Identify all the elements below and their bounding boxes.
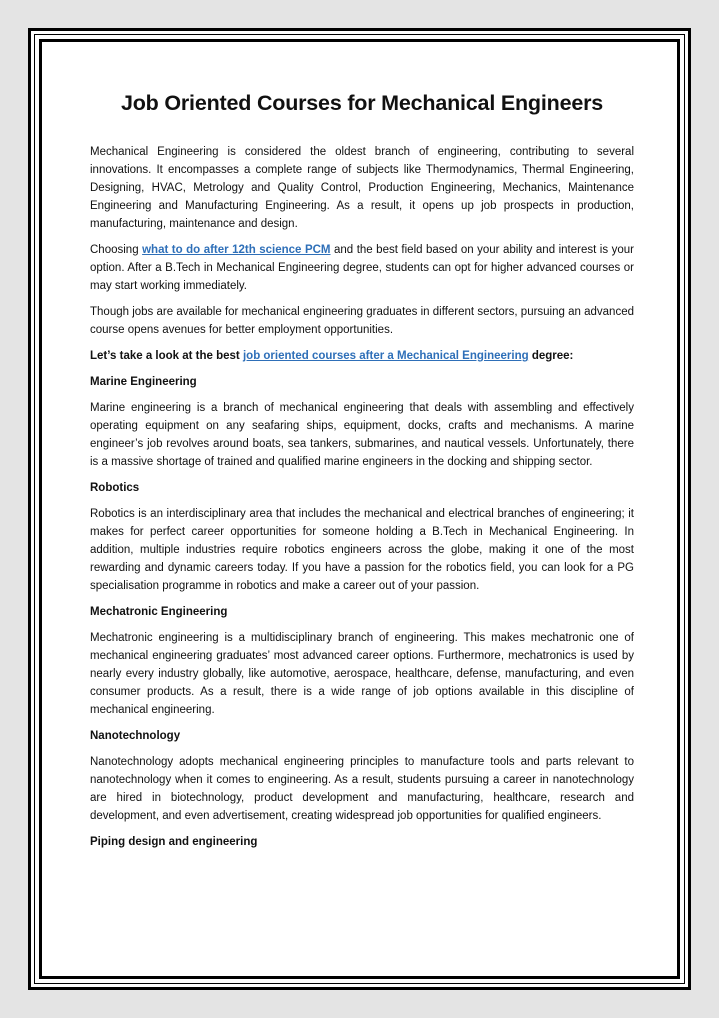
pcm-link[interactable]: what to do after 12th science PCM [142, 244, 331, 256]
choosing-prefix: Choosing [90, 244, 143, 256]
choosing-paragraph [90, 241, 634, 295]
section-heading-marine: Marine Engineering [90, 376, 197, 388]
section-body-nanotechnology: Nanotechnology adopts mechanical engineering principles to manufacture tools and parts relevant to nanotechnology when it comes to engineering. As a result, students pursuing a career in nanotechnology are hired in biotechnology, product development and manufacturing, healthcare, research and development, and even advertisement, creating widespread job opportunities for qualified engineers. [90, 756, 634, 822]
jobs-paragraph: Though jobs are available for mechanical engineering graduates in different sectors, pursuing an advanced course opens avenues for better employment opportunities. [90, 306, 634, 336]
section-body-robotics: Robotics is an interdisciplinary area that includes the mechanical and electrical branches of engineering; it makes for perfect career opportunities for someone holding a B.Tech in Mechanical Engineering. In addition, multiple industries require robotics engineers across the globe, making it one of the most rewarding and dynamic careers today. If you have a passion for the robotics field, you can look for a PG specialisation programme in robotics and make a career out of your passion. [90, 508, 634, 592]
intro-paragraph: Mechanical Engineering is considered the oldest branch of engineering, contributing to several innovations. It encompasses a complete range of subjects like Thermodynamics, Thermal Engineering, Designing, HVAC, Metrology and Quality Control, Production Engineering, Mechanics, Maintenance Engineering and Manufacturing Engineering. As a result, it opens up job prospects in production, manufacturing, maintenance and design. [90, 146, 634, 230]
choosing-suffix: and the best field based on your ability and interest is your option. After a B.Tech in Mechanical Engineering degree, students can opt for higher advanced courses or may start working immediately. [90, 244, 634, 292]
section-body-mechatronic: Mechatronic engineering is a multidisciplinary branch of engineering. This makes mechatronic one of mechanical engineering graduates’ most advanced career options. Furthermore, mechatronics is used by nearly every industry globally, like automotive, aerospace, healthcare, defense, manufacturing, and even consumer products. As a result, there is a wide range of job options available in this discipline of mechanical engineering. [90, 632, 634, 716]
section-heading-nanotechnology: Nanotechnology [90, 730, 181, 742]
document-body [90, 91, 634, 859]
section-heading-mechatronic: Mechatronic Engineering [90, 606, 228, 618]
lead-prefix: Let’s take a look at the best [90, 350, 243, 362]
page-title: Job Oriented Courses for Mechanical Engineers [120, 91, 604, 115]
document-page [28, 28, 691, 990]
courses-link[interactable]: job oriented courses after a Mechanical Engineering [242, 350, 529, 362]
lead-paragraph [90, 347, 634, 365]
section-heading-robotics: Robotics [90, 482, 140, 494]
section-heading-piping: Piping design and engineering [90, 836, 258, 848]
lead-suffix: degree: [528, 350, 574, 362]
section-body-marine: Marine engineering is a branch of mechanical engineering that deals with assembling and effectively operating equipment on any seafaring ships, equipment, docks, crafts and mechanisms. A marine engineer’s job revolves around boats, sea tankers, submarines, and nautical vessels. Unfortunately, there is a massive shortage of trained and qualified marine engineers in the docking and shipping sector. [90, 402, 634, 468]
